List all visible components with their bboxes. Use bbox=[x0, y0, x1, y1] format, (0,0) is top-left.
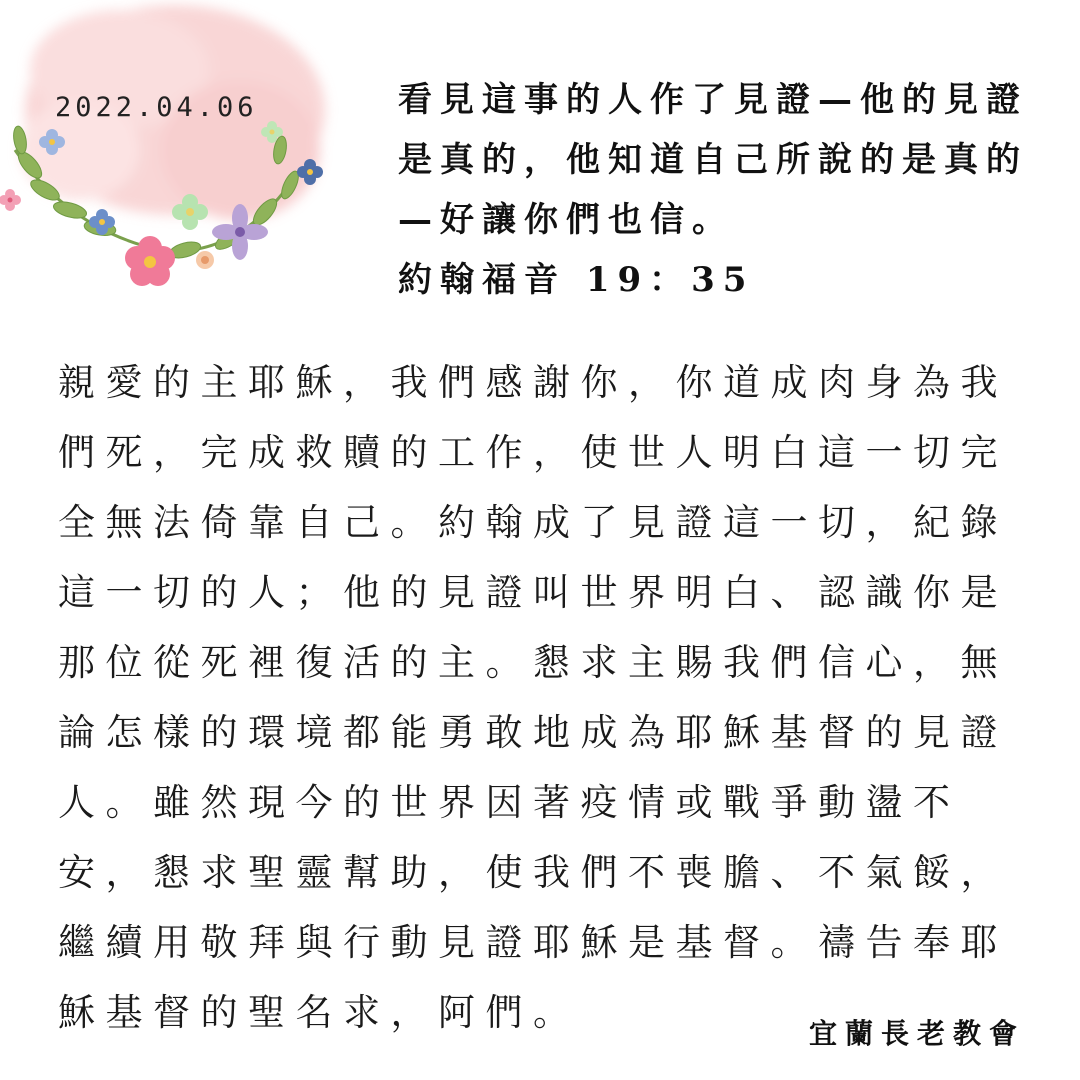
flower-pink-tiny bbox=[0, 189, 21, 211]
church-name: 宜蘭長老教會 bbox=[808, 1017, 1025, 1050]
scripture-verse bbox=[398, 70, 1058, 310]
prayer-text: 親愛的主耶穌，我們感謝你，你道成肉身為我們死，完成救贖的工作，使世人明白這一切完全無法倚靠自己。約翰成了見證這一切，紀錄這一切的人；他的見證叫世界明白、認識你是那位從死裡復活的主。懇求主賜我們信心，無論怎樣的環境都能勇敢地成為耶穌基督的見證人。雖然現今的世界因著疫情或戰爭動盪不安，懇求聖靈幫助，使我們不喪膽、不氣餒，繼續用敬拜與行動見證耶穌是基督。禱告奉耶穌基督的聖名求，阿們。 bbox=[58, 361, 1008, 1034]
verse-text: 看見這事的人作了見證—他的見證是真的，他知道自己所說的是真的—好讓你們也信。 bbox=[398, 80, 1028, 240]
floral-wreath-decoration bbox=[0, 0, 340, 310]
date-label: 2022.04.06 bbox=[55, 92, 258, 123]
flower-peach bbox=[196, 251, 214, 269]
verse-reference: 約翰福音 19：35 bbox=[398, 260, 755, 300]
